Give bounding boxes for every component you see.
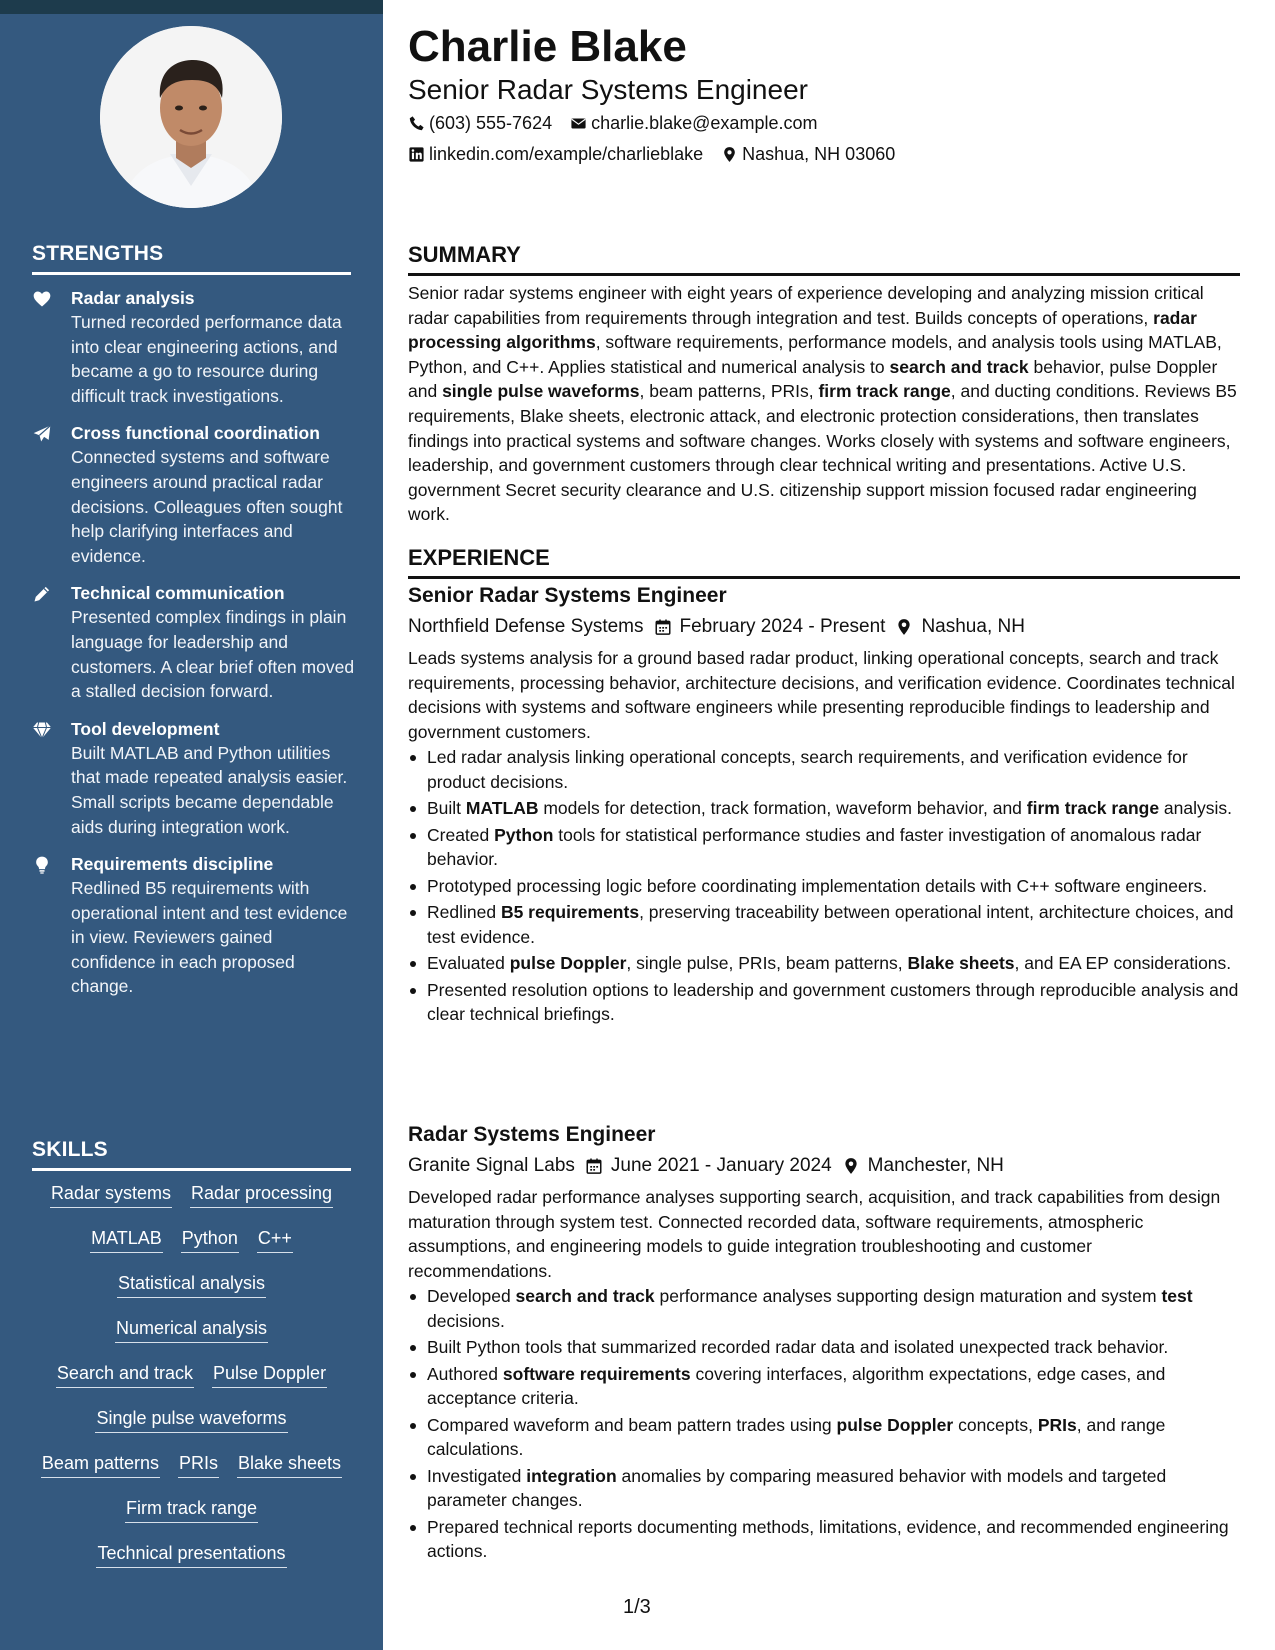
job-meta bbox=[408, 1150, 1240, 1182]
job-description: Developed radar performance analyses supporting search, acquisition, and track capabilities from design maturation through system test. Connected recorded data, software requirements, atmospheric assumptions, and engineering models to guide integration troubleshooting and customer recommendations. bbox=[408, 1187, 1221, 1281]
skills-row bbox=[32, 1540, 351, 1585]
skill-tag: Radar processing bbox=[190, 1180, 333, 1208]
skill-tag: Pulse Doppler bbox=[212, 1360, 327, 1388]
linkedin-icon bbox=[408, 146, 425, 163]
location-text: Nashua, NH 03060 bbox=[742, 144, 896, 164]
job-location-text: Nashua, NH bbox=[921, 616, 1025, 637]
job-bullet: Created Python tools for statistical performance studies and faster investigation of anomalous radar behavior. bbox=[408, 823, 1240, 872]
map-marker-icon bbox=[842, 1157, 860, 1175]
profile-photo bbox=[100, 26, 282, 208]
job-dates bbox=[585, 1150, 832, 1182]
skills-heading: SKILLS bbox=[32, 1138, 351, 1171]
job-bullets bbox=[408, 1284, 1240, 1564]
skills-row bbox=[32, 1360, 351, 1405]
lightbulb-icon bbox=[32, 855, 52, 875]
strength-description: Turned recorded performance data into clear engineering actions, and became a go to resource during difficult track investigations. bbox=[71, 312, 342, 406]
skill-tag: Search and track bbox=[56, 1360, 194, 1388]
calendar-icon bbox=[585, 1157, 603, 1175]
company-name: Granite Signal Labs bbox=[408, 1155, 575, 1176]
strength-title: Requirements discipline bbox=[71, 854, 274, 875]
skills-row bbox=[32, 1225, 351, 1270]
location-contact bbox=[721, 144, 895, 165]
strength-description: Presented complex findings in plain language for leadership and customers. A clear brief often moved a stalled decision forward. bbox=[71, 607, 355, 702]
job-location bbox=[895, 611, 1025, 643]
bold-keyword: MATLAB bbox=[465, 798, 539, 819]
map-marker-icon bbox=[895, 618, 913, 636]
envelope-icon bbox=[570, 115, 587, 132]
skill-tag: PRIs bbox=[178, 1450, 219, 1478]
bold-keyword: B5 requirements bbox=[500, 902, 640, 923]
bold-keyword: firm track range bbox=[818, 381, 951, 402]
skill-tag: Radar systems bbox=[50, 1180, 172, 1208]
job-entry bbox=[408, 581, 1240, 1028]
sidebar bbox=[0, 0, 383, 1650]
job-title: Radar Systems Engineer bbox=[408, 1123, 656, 1146]
paper-plane-icon bbox=[32, 424, 52, 444]
bold-keyword: PRIs bbox=[1037, 1414, 1077, 1435]
skills-list bbox=[32, 1180, 351, 1585]
skills-row bbox=[32, 1270, 351, 1315]
job-bullet: Investigated integration anomalies by comparing measured behavior with models and targeted parameter changes. bbox=[408, 1464, 1240, 1513]
bold-keyword: Python bbox=[494, 824, 554, 845]
sidebar-top-bar bbox=[0, 0, 383, 14]
page-number: 1/3 bbox=[623, 1596, 651, 1618]
skill-tag: Numerical analysis bbox=[115, 1315, 268, 1343]
job-bullet: Compared waveform and beam pattern trades using pulse Doppler concepts, PRIs, and range calculations. bbox=[408, 1413, 1240, 1462]
skill-tag: Single pulse waveforms bbox=[95, 1405, 287, 1433]
linkedin-text: linkedin.com/example/charlieblake bbox=[429, 144, 704, 164]
job-bullet: Authored software requirements covering interfaces, algorithm expectations, edge cases, and acceptance criteria. bbox=[408, 1362, 1240, 1411]
phone-icon bbox=[408, 115, 425, 132]
skill-tag: Technical presentations bbox=[96, 1540, 286, 1568]
diamond-icon bbox=[32, 720, 52, 740]
skills-row bbox=[32, 1495, 351, 1540]
bold-keyword: search and track bbox=[515, 1286, 655, 1307]
skills-row bbox=[32, 1315, 351, 1360]
map-marker-icon bbox=[721, 146, 738, 163]
skills-row bbox=[32, 1405, 351, 1450]
email-text: charlie.blake@example.com bbox=[591, 113, 818, 133]
bold-keyword: radar processing algorithms bbox=[408, 307, 1197, 353]
strength-title: Radar analysis bbox=[71, 288, 195, 308]
strength-item bbox=[32, 581, 357, 703]
linkedin-contact[interactable] bbox=[408, 144, 703, 165]
email-contact[interactable] bbox=[570, 113, 817, 134]
job-dates-text: February 2024 - Present bbox=[679, 616, 886, 637]
bold-keyword: integration bbox=[526, 1465, 617, 1486]
job-bullet: Built Python tools that summarized recorded radar data and isolated unexpected track behavior. bbox=[408, 1335, 1240, 1360]
job-description: Leads systems analysis for a ground based radar product, linking operational concepts, search and track requirements, processing behavior, architecture decisions, and verification evidence. Coordinates technical decisions with systems and software engineers while presenting reproducible findings to leadership and government customers. bbox=[408, 648, 1235, 742]
bold-keyword: pulse Doppler bbox=[836, 1414, 954, 1435]
job-meta bbox=[408, 611, 1240, 643]
contact-line-2 bbox=[408, 144, 895, 165]
phone-contact[interactable] bbox=[408, 113, 552, 134]
skills-row bbox=[32, 1180, 351, 1225]
skill-tag: Python bbox=[181, 1225, 239, 1253]
job-dates-text: June 2021 - January 2024 bbox=[610, 1155, 832, 1176]
bold-keyword: search and track bbox=[889, 356, 1029, 377]
job-location bbox=[842, 1150, 1004, 1182]
job-title: Senior Radar Systems Engineer bbox=[408, 584, 727, 607]
heart-icon bbox=[32, 289, 52, 309]
strength-title: Cross functional coordination bbox=[71, 423, 320, 444]
job-dates bbox=[654, 611, 886, 643]
pencil-icon bbox=[32, 584, 52, 604]
bold-keyword: pulse Doppler bbox=[509, 953, 627, 974]
bold-keyword: single pulse waveforms bbox=[442, 381, 640, 402]
summary-heading: SUMMARY bbox=[408, 242, 1240, 276]
bold-keyword: firm track range bbox=[1026, 798, 1160, 819]
summary-paragraph: Senior radar systems engineer with eight years of experience developing and analyzing mission critical radar capabilities from requirements through integration and test. Builds concepts of operations, radar processing algorithms, software requirements, performance models, and analysis tools using MATLAB, Python, and C++. Applies statistical and numerical analysis to search and track behavior, pulse Doppler and single pulse waveforms, beam patterns, PRIs, firm track range, and ducting conditions. Reviews B5 requirements, Blake sheets, electronic attack, and electronic protection considerations, then translates findings into practical systems and software changes. Works closely with systems and software engineers, leadership, and government customers through clear technical writing and presentations. Active U.S. government Secret security clearance and U.S. citizenship support mission focused radar engineering work. bbox=[408, 283, 1237, 525]
candidate-name: Charlie Blake bbox=[408, 22, 687, 71]
experience-heading: EXPERIENCE bbox=[408, 545, 1240, 579]
portrait-image bbox=[100, 26, 282, 208]
strength-description: Connected systems and software engineers around practical radar decisions. Colleagues often sought help clarifying interfaces and evidence. bbox=[71, 447, 343, 566]
skill-tag: Beam patterns bbox=[41, 1450, 160, 1478]
skill-tag: C++ bbox=[257, 1225, 293, 1253]
strength-item bbox=[32, 852, 357, 999]
strength-description: Redlined B5 requirements with operational intent and test evidence in view. Reviewers gained confidence in each proposed change. bbox=[71, 878, 348, 997]
job-entry bbox=[408, 1120, 1240, 1566]
calendar-icon bbox=[654, 618, 672, 636]
strength-title: Tool development bbox=[71, 718, 220, 739]
skill-tag: MATLAB bbox=[90, 1225, 163, 1253]
job-bullet: Evaluated pulse Doppler, single pulse, PRIs, beam patterns, Blake sheets, and EA EP considerations. bbox=[408, 951, 1240, 976]
bold-keyword: test bbox=[1161, 1286, 1193, 1307]
job-bullet: Built MATLAB models for detection, track formation, waveform behavior, and firm track range analysis. bbox=[408, 796, 1240, 821]
company-name: Northfield Defense Systems bbox=[408, 616, 644, 637]
bold-keyword: Blake sheets bbox=[907, 953, 1015, 974]
skill-tag: Blake sheets bbox=[237, 1450, 342, 1478]
strengths-heading: STRENGTHS bbox=[32, 242, 351, 275]
bold-keyword: software requirements bbox=[502, 1363, 691, 1384]
strength-description: Built MATLAB and Python utilities that made repeated analysis easier. Small scripts became dependable aids during integration work. bbox=[71, 742, 348, 837]
job-bullet: Presented resolution options to leadership and government customers through reproducible analysis and clear technical briefings. bbox=[408, 978, 1240, 1027]
strength-item bbox=[32, 717, 357, 839]
strength-title: Technical communication bbox=[71, 583, 285, 604]
strength-item bbox=[32, 421, 357, 568]
phone-text: (603) 555-7624 bbox=[429, 113, 553, 133]
job-bullet: Prototyped processing logic before coordinating implementation details with C++ software engineers. bbox=[408, 874, 1240, 899]
skill-tag: Statistical analysis bbox=[117, 1270, 266, 1298]
strengths-list bbox=[32, 286, 357, 1012]
job-bullet: Prepared technical reports documenting methods, limitations, evidence, and recommended engineering actions. bbox=[408, 1515, 1240, 1564]
strength-item bbox=[32, 286, 357, 408]
contact-line-1 bbox=[408, 113, 817, 134]
job-bullet: Developed search and track performance analyses supporting design maturation and system test decisions. bbox=[408, 1284, 1240, 1333]
job-bullet: Redlined B5 requirements, preserving traceability between operational intent, architecture choices, and test evidence. bbox=[408, 900, 1240, 949]
skills-row bbox=[32, 1450, 351, 1495]
candidate-headline: Senior Radar Systems Engineer bbox=[408, 74, 808, 105]
skill-tag: Firm track range bbox=[125, 1495, 258, 1523]
job-location-text: Manchester, NH bbox=[867, 1155, 1004, 1176]
job-bullet: Led radar analysis linking operational concepts, search requirements, and verification evidence for product decisions. bbox=[408, 745, 1240, 794]
job-bullets bbox=[408, 745, 1240, 1026]
